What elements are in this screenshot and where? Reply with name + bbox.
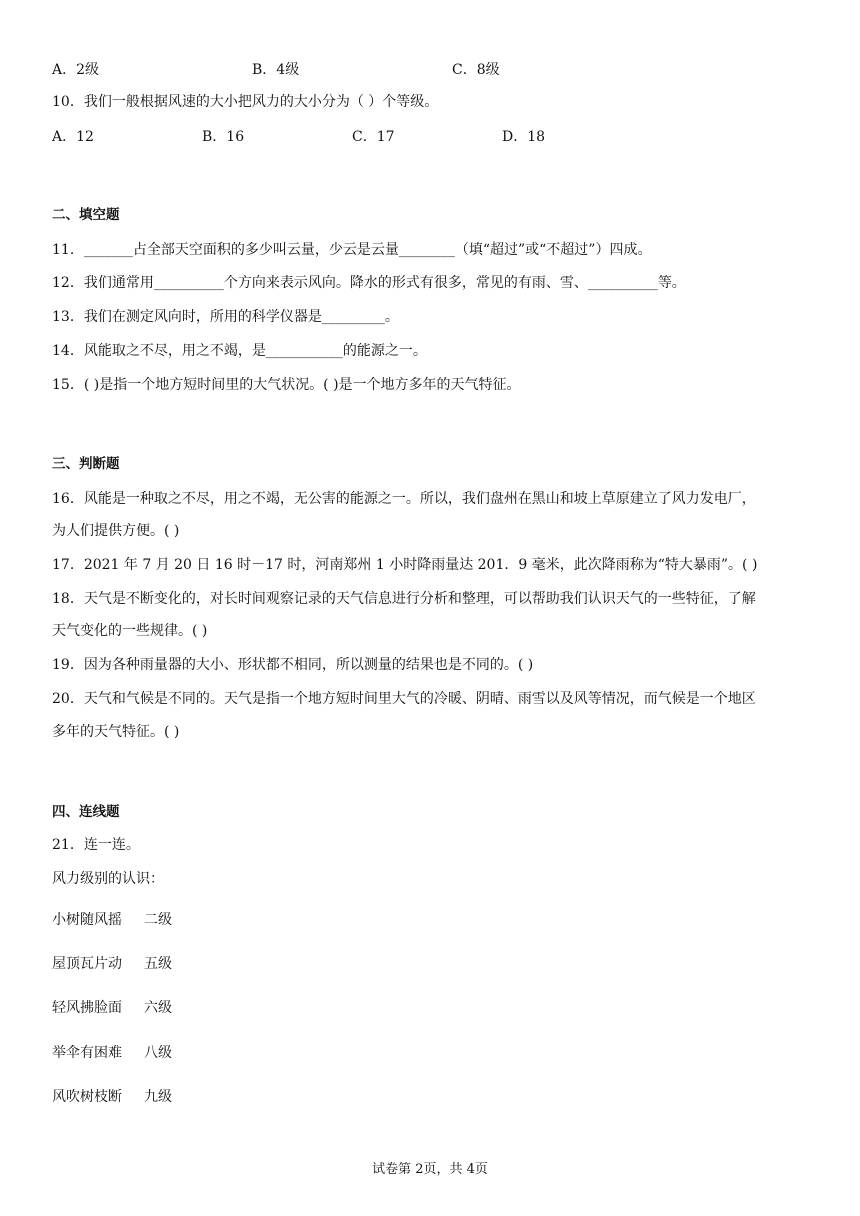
q16-line1: 16．风能是一种取之不尽，用之不竭，无公害的能源之一。所以，我们盘州在黑山和坡上草原建立了风力发电厂， [52,491,756,507]
q9-option-a: A．2级 [52,62,100,78]
section-heading-true-false: 三、判断题 [52,456,120,472]
matching-right-item: 八级 [144,1045,172,1061]
section-heading-fill-in: 二、填空题 [52,207,120,223]
matching-left-item: 轻风拂脸面 [52,1000,122,1016]
page-footer: 试卷第 2页，共 4页 [372,1162,488,1177]
q10-option-a: A．12 [52,129,94,145]
q17: 17．2021 年 7 月 20 日 16 时－17 时，河南郑州 1 小时降雨量达 201．9 毫米，此次降雨称为“特大暴雨”。( ) [52,557,758,573]
matching-left-item: 风吹树枝断 [52,1089,122,1105]
q13: 13．我们在测定风向时，所用的科学仪器是_________。 [52,309,399,325]
q9-option-c: C．8级 [452,62,500,78]
q12: 12．我们通常用__________个方向来表示风向。降水的形式有很多，常见的有雨、雪、__________等。 [52,275,686,291]
matching-row [52,910,172,930]
q15: 15．( )是指一个地方短时间里的大气状况。( )是一个地方多年的天气特征。 [52,377,521,393]
matching-subtitle: 风力级别的认识： [52,871,164,887]
matching-right-item: 六级 [144,1000,172,1016]
q16-line2: 为人们提供方便。( ) [52,523,180,539]
q10-option-b: B．16 [202,129,245,145]
q10-option-c: C．17 [352,129,395,145]
matching-left-item: 小树随风摇 [52,912,122,928]
matching-left-item: 举伞有困难 [52,1045,122,1061]
matching-row [52,1043,172,1063]
q21: 21．连一连。 [52,837,140,853]
matching-right-item: 五级 [144,956,172,972]
q14: 14．风能取之不尽，用之不竭，是___________的能源之一。 [52,343,427,359]
matching-row [52,998,172,1018]
matching-right-item: 九级 [144,1089,172,1105]
matching-left-item: 屋顶瓦片动 [52,956,122,972]
q18-line2: 天气变化的一些规律。( ) [52,623,208,639]
q20-line2: 多年的天气特征。( ) [52,724,180,740]
matching-row [52,954,172,974]
q10-option-d: D．18 [502,129,546,145]
q19: 19．因为各种雨量器的大小、形状都不相同，所以测量的结果也是不同的。( ) [52,657,534,673]
matching-right-item: 二级 [144,912,172,928]
matching-row [52,1087,172,1107]
q20-line1: 20．天气和气候是不同的。天气是指一个地方短时间里大气的冷暖、阴晴、雨雪以及风等情况，而气候是一个地区 [52,691,756,707]
q9-option-b: B．4级 [252,62,300,78]
q18-line1: 18．天气是不断变化的，对长时间观察记录的天气信息进行分析和整理，可以帮助我们认识天气的一些特征，了解 [52,591,756,607]
q10-stem: 10．我们一般根据风速的大小把风力的大小分为（ ）个等级。 [52,94,439,110]
q11: 11．_______占全部天空面积的多少叫云量，少云是云量________（填“超过”或“不超过”）四成。 [52,242,652,258]
section-heading-matching: 四、连线题 [52,804,120,820]
